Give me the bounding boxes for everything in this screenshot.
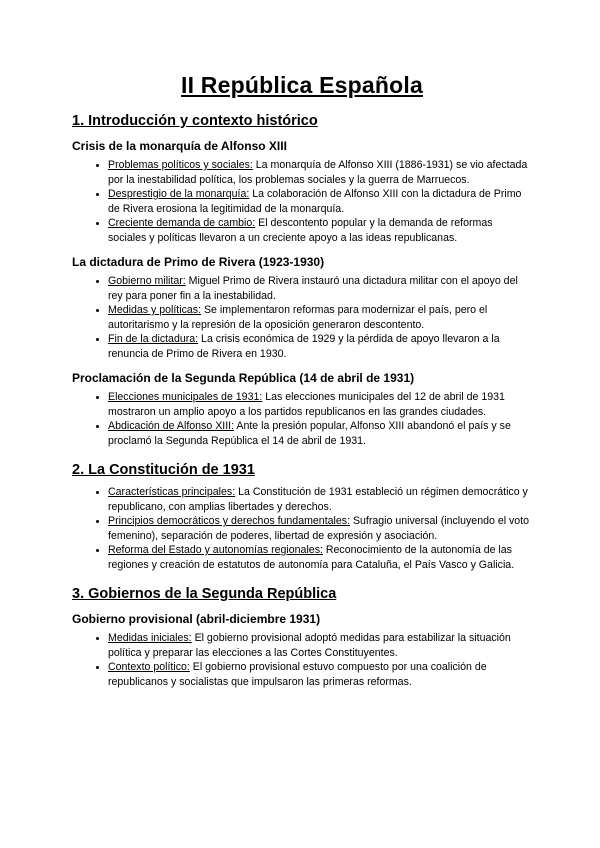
item-label: Problemas políticos y sociales: [108, 159, 253, 171]
list-item [108, 187, 532, 216]
item-text: Reconocimiento de la autonomía de las regiones y creación de estatutos de autonomía para Cataluña, el País Vasco y Galicia. [108, 544, 515, 571]
item-text: El descontento popular y la demanda de reformas sociales y políticas llevaron a un creciente apoyo a las ideas republicanas. [108, 217, 493, 244]
subsection-heading-gobierno-provisional: Gobierno provisional (abril-diciembre 1931) [72, 612, 321, 626]
list-item [108, 303, 532, 332]
item-text: Miguel Primo de Rivera instauró una dictadura militar con el apoyo del rey para poner fin a la inestabilidad. [108, 275, 518, 302]
item-label: Principios democráticos y derechos fundamentales: [108, 515, 351, 527]
item-label: Medidas iniciales: [108, 632, 192, 644]
list-item [108, 514, 532, 543]
item-text: El gobierno provisional estuvo compuesto por una coalición de republicanos y socialistas que impulsaron las primeras reformas. [108, 661, 487, 688]
item-label: Reforma del Estado y autonomías regionales: [108, 544, 323, 556]
item-label: Abdicación de Alfonso XIII: [108, 420, 235, 432]
item-text: La colaboración de Alfonso XIII con la dictadura de Primo de Rivera erosiona la legitimidad de la monarquía. [108, 188, 522, 215]
section-heading-introduccion: 1. Introducción y contexto histórico [72, 113, 318, 129]
list-item [108, 216, 532, 245]
item-label: Elecciones municipales de 1931: [108, 391, 263, 403]
document-title: II República Española [181, 72, 423, 98]
subsection-heading-proclamacion: Proclamación de la Segunda República (14 de abril de 1931) [72, 371, 415, 385]
item-label: Características principales: [108, 486, 236, 498]
item-text: La crisis económica de 1929 y la pérdida de apoyo llevaron a la renuncia de Primo de Rivera en 1930. [108, 333, 500, 360]
item-text: Sufragio universal (incluyendo el voto femenino), separación de poderes, libertad de expresión y asociación. [108, 515, 530, 542]
list-item [108, 274, 532, 303]
item-label: Desprestigio de la monarquía: [108, 188, 250, 200]
item-text: El gobierno provisional adoptó medidas para estabilizar la situación política y preparar las elecciones a las Cortes Constituyentes. [108, 632, 511, 659]
item-label: Contexto político: [108, 661, 190, 673]
subsection-heading-dictadura: La dictadura de Primo de Rivera (1923-1930) [72, 255, 325, 269]
item-text: La monarquía de Alfonso XIII (1886-1931) se vio afectada por la inestabilidad política, los problemas sociales y la guerra de Marruecos. [108, 159, 528, 186]
section-heading-gobiernos: 3. Gobiernos de la Segunda República [72, 586, 337, 602]
list-item [108, 485, 532, 514]
item-text: Las elecciones municipales del 12 de abril de 1931 mostraron un amplio apoyo a los partidos republicanos en las grandes ciudades. [108, 391, 505, 418]
bullet-list [72, 158, 532, 245]
bullet-list [72, 390, 532, 448]
bullet-list [72, 274, 532, 361]
item-text: Se implementaron reformas para modernizar el país, pero el autoritarismo y la represión de la oposición generaron descontento. [108, 304, 488, 331]
list-item [108, 419, 532, 448]
bullet-list [72, 631, 532, 689]
item-label: Gobierno militar: [108, 275, 186, 287]
bullet-list [72, 485, 532, 572]
list-item [108, 158, 532, 187]
section-heading-constitucion: 2. La Constitución de 1931 [72, 462, 255, 478]
list-item [108, 332, 532, 361]
list-item [108, 390, 532, 419]
subsection-heading-crisis-monarquia: Crisis de la monarquía de Alfonso XIII [72, 139, 287, 153]
item-label: Creciente demanda de cambio: [108, 217, 256, 229]
document-page [72, 72, 532, 689]
list-item [108, 631, 532, 660]
item-label: Medidas y políticas: [108, 304, 202, 316]
item-label: Fin de la dictadura: [108, 333, 199, 345]
item-text: Ante la presión popular, Alfonso XIII abandonó el país y se proclamó la Segunda República el 14 de abril de 1931. [108, 420, 511, 447]
item-text: La Constitución de 1931 estableció un régimen democrático y republicano, con amplias libertades y derechos. [108, 486, 528, 513]
list-item [108, 660, 532, 689]
list-item [108, 543, 532, 572]
